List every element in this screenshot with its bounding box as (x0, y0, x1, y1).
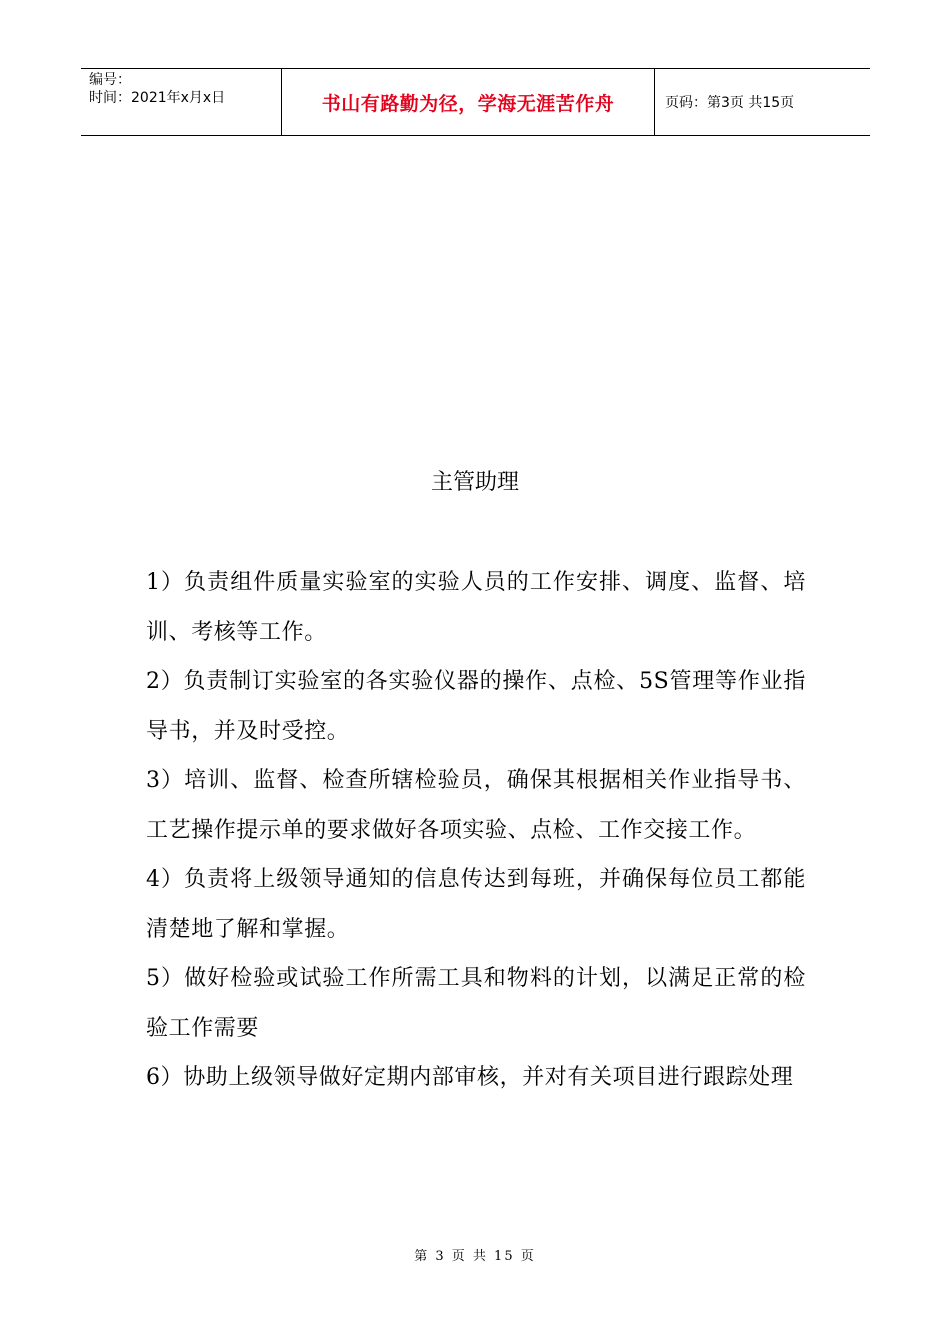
document-time-label: 时间：2021年x月x日 (89, 90, 226, 106)
document-body (146, 558, 806, 1103)
duty-item: 1）负责组件质量实验室的实验人员的工作安排、调度、监督、培训、考核等工作。 (146, 570, 806, 645)
duty-item: 5）做好检验或试验工作所需工具和物料的计划，以满足正常的检验工作需要 (146, 966, 806, 1041)
header-info-cell (81, 69, 282, 135)
header-page-cell (655, 69, 870, 135)
duty-item: 6）协助上级领导做好定期内部审核，并对有关项目进行跟踪处理 (146, 1065, 794, 1090)
document-number-label: 编号： (89, 72, 131, 88)
page-header (81, 68, 870, 136)
header-motto-cell (282, 69, 655, 135)
duty-item: 3）培训、监督、检查所辖检验员，确保其根据相关作业指导书、工艺操作提示单的要求做好各项实验、点检、工作交接工作。 (146, 768, 806, 843)
duty-item: 2）负责制订实验室的各实验仪器的操作、点检、5S管理等作业指导书，并及时受控。 (146, 669, 806, 744)
page-footer: 第 3 页 共 15 页 (414, 1249, 536, 1264)
header-motto: 书山有路勤为径，学海无涯苦作舟 (321, 92, 615, 115)
duty-item: 4）负责将上级领导通知的信息传达到每班，并确保每位员工都能清楚地了解和掌握。 (146, 867, 806, 942)
document-title: 主管助理 (430, 470, 519, 495)
header-page-number: 页码：第3页 共15页 (665, 95, 795, 111)
